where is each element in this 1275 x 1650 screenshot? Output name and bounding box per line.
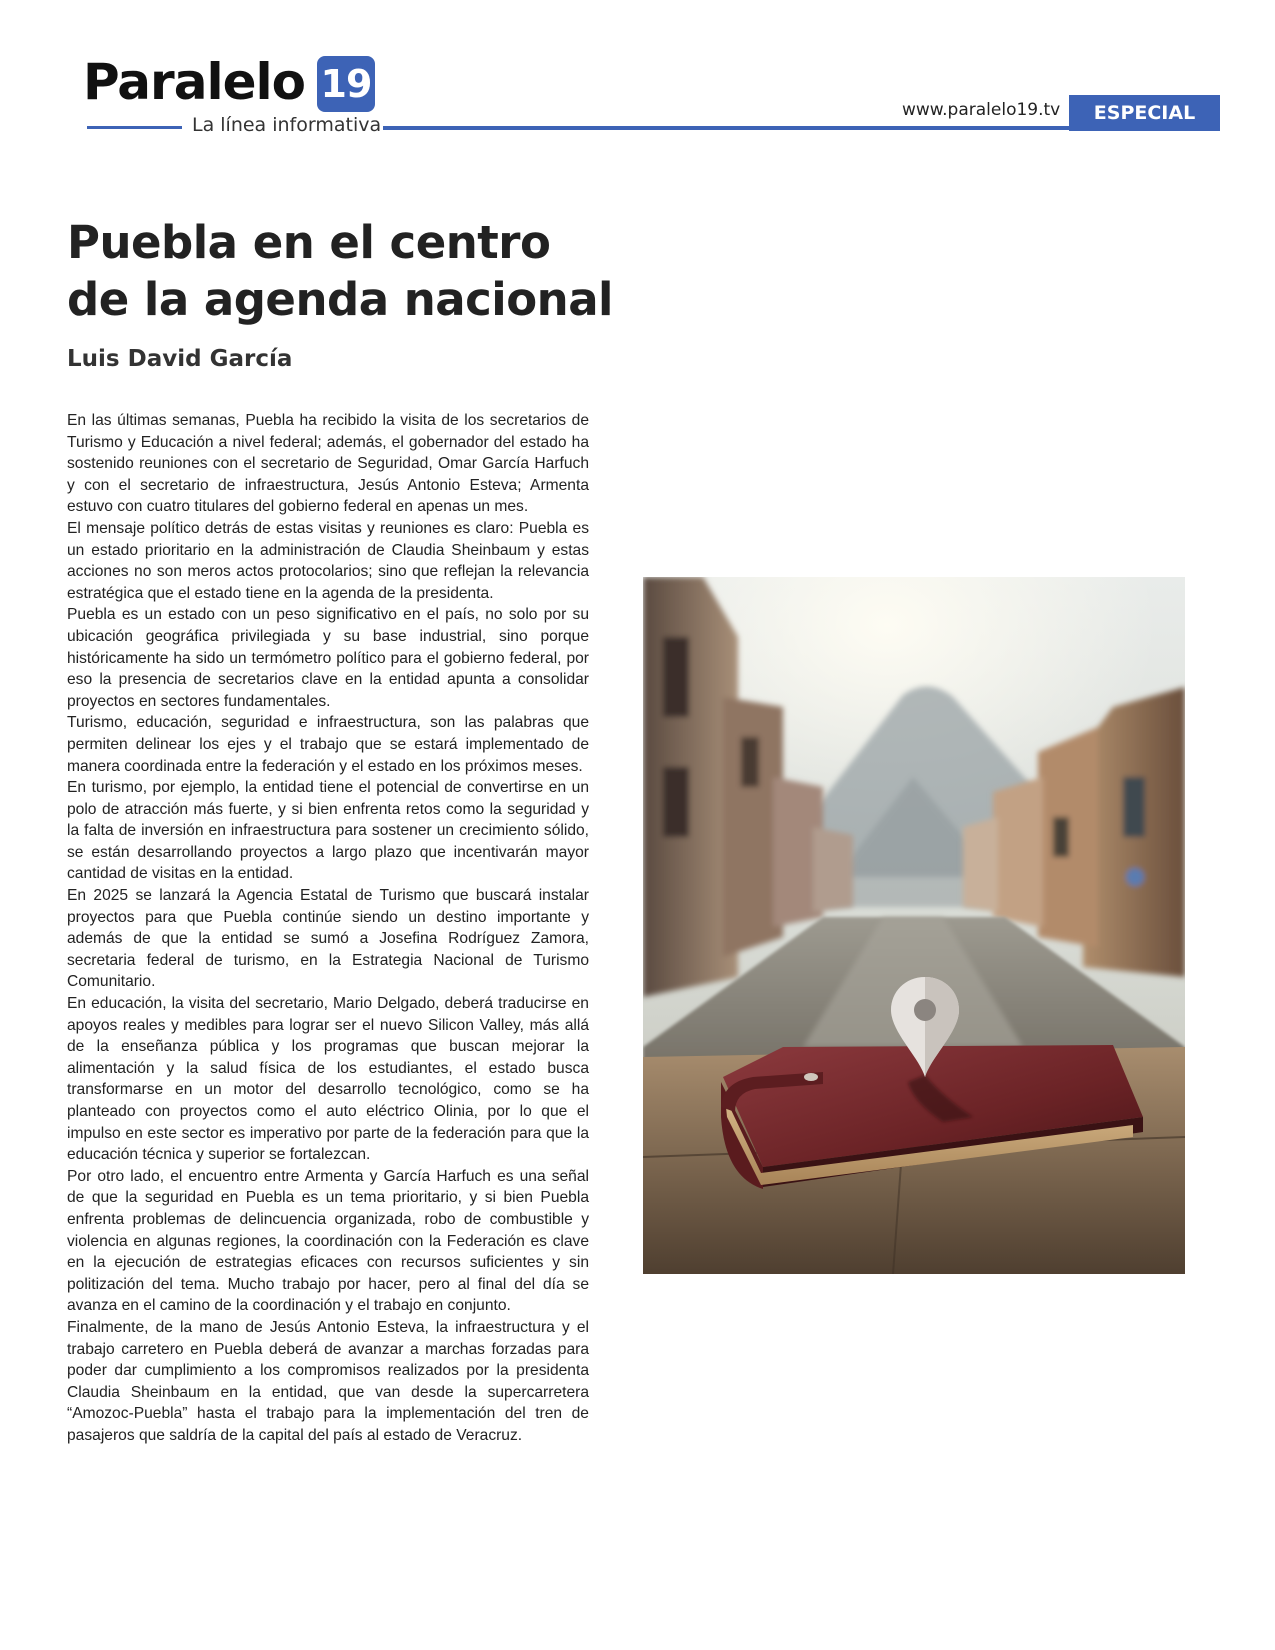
article-paragraph: El mensaje político detrás de estas visitas y reuniones es claro: Puebla es un estado prioritario en la administración de Claudia Sheinbaum y estas acciones no son meros actos protocolarios; sino que reflejan la relevancia estratégica que el estado tiene en la agenda de la presidenta. bbox=[67, 519, 589, 602]
article-title: Puebla en el centro de la agenda nacional bbox=[67, 216, 613, 326]
article-paragraph: Turismo, educación, seguridad e infraestructura, son las palabras que permiten delinear los ejes y el trabajo que se estará implementado de manera coordinada entre la federación y el estado en los próximos meses. bbox=[67, 714, 589, 775]
logo-tagline: La línea informativa bbox=[192, 114, 382, 136]
article-photo bbox=[643, 577, 1185, 1274]
logo-number-badge[interactable]: 19 bbox=[317, 56, 375, 112]
article-paragraph: Puebla es un estado con un peso significativo en el país, no solo por su ubicación geográfica privilegiada y su base industrial, sino porque históricamente ha sido un termómetro político para el gobierno federal, por eso la presencia de secretarios clave en la entidad apunta a consolidar proyectos en sectores fundamentales. bbox=[67, 606, 589, 710]
article-paragraph: Por otro lado, el encuentro entre Armenta y García Harfuch es una señal de que la seguridad en Puebla es un tema prioritario, y si bien Puebla enfrenta problemas de delincuencia organizada, robo de combustible y violencia en algunas regiones, la coordinación con la Federación es clave en la ejecución de estrategias eficaces con recursos suficientes y sin politización del tema. Mucho trabajo por hacer, pero al final del día se avanza en el camino de la coordinación y el trabajo en conjunto. bbox=[67, 1167, 589, 1315]
article-paragraph: En educación, la visita del secretario, Mario Delgado, deberá traducirse en apoyos reales y medibles para lograr ser el nuevo Silicon Valley, más allá de la enseñanza pública y los programas que buscan mejorar la alimentación y la salud física de los estudiantes, el estado busca transformarse en un motor del desarrollo tecnológico, como se ha planteado con proyectos como el auto eléctrico Olinia, por lo que el impulso en este sector es imperativo por parte de la federación para que la educación técnica y superior se fortalezcan. bbox=[67, 995, 589, 1164]
logo-wordmark[interactable]: Paralelo bbox=[83, 53, 305, 111]
article-author: Luis David García bbox=[67, 346, 293, 372]
article-paragraph: En turismo, por ejemplo, la entidad tiene el potencial de convertirse en un polo de atracción más fuerte, y si bien enfrenta retos como la seguridad y la falta de inversión en infraestructura para sostener un crecimiento sólido, se están desarrollando proyectos a largo plazo que incentivarán mayor cantidad de visitas en la entidad. bbox=[67, 779, 589, 883]
section-label: ESPECIAL bbox=[1069, 95, 1220, 131]
article-paragraph: En las últimas semanas, Puebla ha recibido la visita de los secretarios de Turismo y Educación a nivel federal; además, el gobernador del estado ha sostenido reuniones con el secretario de Seguridad, Omar García Harfuch y con el secretario de infraestructura, Jesús Antonio Esteva; Armenta estuvo con cuatro titulares del gobierno federal en apenas un mes. bbox=[67, 412, 589, 516]
article-body bbox=[67, 410, 589, 1447]
site-url-link[interactable]: www.paralelo19.tv bbox=[902, 100, 1061, 120]
article-paragraph: En 2025 se lanzará la Agencia Estatal de Turismo que buscará instalar proyectos para que Puebla continúe siendo un destino importante y además de que la entidad se sumó a Josefina Rodríguez Zamora, secretaria federal de turismo, en la Estrategia Nacional de Turismo Comunitario. bbox=[67, 887, 589, 991]
article-paragraph: Finalmente, de la mano de Jesús Antonio Esteva, la infraestructura y el trabajo carretero en Puebla deberá de avanzar a marchas forzadas para poder dar cumplimiento a los compromisos realizados por la presidenta Claudia Sheinbaum en la entidad, que van desde la supercarretera “Amozoc-Puebla” hasta el trabajo para la implementación del tren de pasajeros que saldría de la capital del país al estado de Veracruz. bbox=[67, 1318, 589, 1444]
header-rule-left bbox=[87, 126, 182, 129]
